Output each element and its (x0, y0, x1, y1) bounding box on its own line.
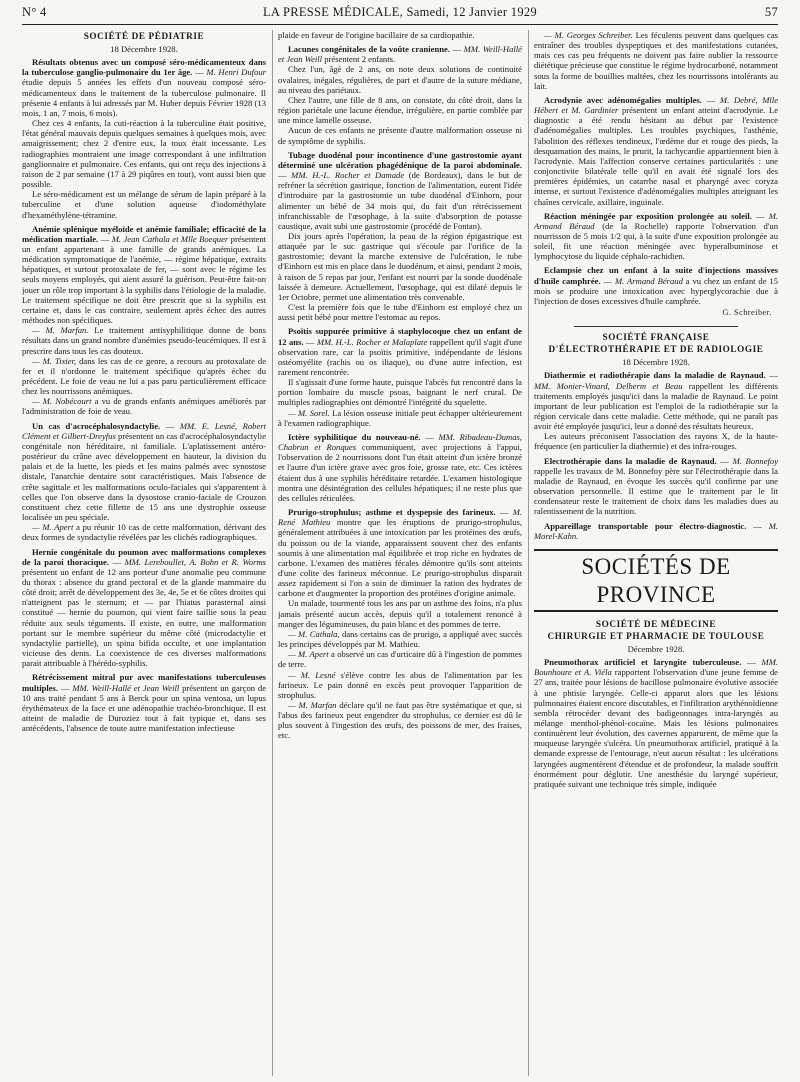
paragraph: plaide en faveur de l'origine bacillaire de sa cardiopathie. (278, 30, 475, 40)
paragraph: Il s'agissait d'une forme haute, puisque l'abcès fut rencontré dans la portion lombaire du muscle psoas, baignant le nerf crural. De multiples radiographies ont démontré l'intégrité du squelette. (278, 377, 522, 408)
paragraph: C'est la première fois que le tube d'Einhorn est employé chez un aussi petit bébé pour mettre l'estomac au repos. (278, 302, 522, 323)
paragraph: Chez ces 4 enfants, la cuti-réaction à la tuberculine était positive, l'état général mauvais depuis quelques semaines à quelques mois, avec amaigrissement; chez 2 d'entre eux, la toux était incessante. Les radiographies montraient une image correspondant à une infiltration ganglionnaire et pulmonaire. Ces enfants, qui ont reçu des injections à raison de 2 par semaine (17 à 29 piqûres en tout), vont aussi bien que possible. (22, 118, 266, 190)
discussion: — M. Tixier, dans les cas de ce genre, a recours au protoxalate de fer et il n'ordonne le traitement spécifique qu'après échec du précédent. Le foie de veau ne lui a pas paru particulièrement efficace chez les nourrissons anémiques. (22, 355, 266, 397)
society-heading: SOCIÉTÉ FRANÇAISE (602, 332, 710, 343)
column-rule (272, 30, 273, 1076)
discussion: — M. Nobécourt a vu de grands enfants anémiques améliorés par l'administration de foie de veau. (22, 396, 266, 417)
article: Hernie congénitale du poumon avec malformations complexes de la paroi thoracique. — MM. Lereboullet, A. Bohn et R. Worms présentent un enfant de 12 ans porteur d'une anomalie peu commune du thorax : absence du grand pectoral et de la glande mammaire du côté droit; arrêt de développement des 3e, 4e, 5e et 6e côtes droites qui n'atteignent pas le sternum; et — par l'hiatus parasternal ainsi constitué — hernie du poumon, qui vient faire saillie sous la peau réduite aux seuls téguments. Il existe, en outre, une malformation portant sur le membre supérieur du même côté (microdactylie et syndactylie partielle), un spina bifida occulte, et une implantation vicieuse des dents. La coexistence de ces diverses malformations parait attribuable à l'hérédo-syphilis. (22, 546, 266, 669)
article: Acrodynie avec adénomégalies multiples. — M. Debré, Mlle Hébert et M. Gardinier présentent un enfant atteint d'acrodynie. Le diagnostic a été rendu hésitant au début par l'existence d'adénomégalies multiples. Les troubles psychiques, l'asthénie, l'abolition des réflexes tendineux, l'œdème dur et rouge des pieds, la desquamation des mains, le prurit, la tachycardie appartiennent bien à l'acrodynie. Mais l'affection conserve certaines particularités : une conjonctivite bilatérale telle qu'il en avait été signalé lors des premières épidémies, un catarrhe nasal et pharyngé avec coryza intense, et surtout l'existence d'adénomégalies multiples atteignant les chaînes cervicale, axillaire, inguinale. (534, 94, 778, 207)
columns (22, 30, 778, 1076)
running-header (22, 0, 778, 25)
article: Prurigo-strophulus; asthme et dyspepsie des farineux. — M. René Mathieu montre que les éruptions de prurigo-strophulus, généralement attribuées à une intoxication par les protéines des œufs, du poisson ou de la viande, apparaissent souvent chez des enfants soumis à une alimentation mal équilibrée et trop riche en hydrates de carbone. L'examen des matières fécales démontre qu'ils sont atteints d'une colite des farineux méconnue. Le prurigo-strophulus disparait assez rapidement si l'on a soin de diminuer la ration des hydrates de carbone et d'augmenter la proportion des protéines d'origine animale. (278, 507, 522, 599)
column-rule (528, 30, 529, 1076)
article: Ictère syphilitique du nouveau-né. — MM. Ribadeau-Dumas, Chabrun et Ronques communiquent, avec projections à l'appui, l'observation de 2 nourrissons dont l'un était atteint d'un ictère bronzé et l'autre d'un ictère grave avec gros foie, grosse rate, etc. Ces ictères étaient dus à une syphilis héréditaire retardée. L'examen histologique montra une désintégration des cellules hépatiques; il ne reste plus que des cellules réticulées. (278, 431, 522, 503)
discussion: — M. Marfan. Le traitement antisyphilitique donne de bons résultats dans un grand nombre d'anémies pseudo-leucémiques. Il est à prescrire dans tous les cas douteux. (22, 325, 266, 356)
discussion: — M. Apert a pu réunir 10 cas de cette malformation, dérivant des deux formes de syndactylie révélées par les clichés radiographiques. (22, 522, 266, 543)
society-heading: SOCIÉTÉ DE MÉDECINE (595, 618, 717, 629)
article: Pneumothorax artificiel et laryngite tuberculeuse. — MM. Bounhoure et A. Viéla rapportent l'observation d'une jeune femme de 27 ans, traitée pour lésions de bacillose pulmonaire évolutive associée à une phtisie laryngée. Celle-ci apparut alors que les lésions pulmonaires étaient encore discutables, et l'infiltration arythénoïdienne sembla rétrocéder devant des badigeonnages intra-laryngés au mélange menthol-phénol-cocaïne. Mais les lésions pulmonaires continuèrent leur évolution, des cavernes apparurent, de même que la muqueuse laryngée s'ulcéra. Un pneumothorax artificiel, pratiqué à la demande expresse de l'entourage, n'eut aucun résultat : les ulcérations laryngées augmentèrent d'étendue et de profondeur, la malade souffrit énormément pour déglutir. Une anesthésie du laryngé supérieur, pratiquée suivant une technique très simple, indiquée (534, 657, 778, 789)
paragraph: Le séro-médicament est un mélange de sérum de lapin préparé à la tuberculine et d'une solution aqueuse d'iodométhylate d'hexaméthylène-tétramine. (22, 189, 266, 220)
page-number: 57 (764, 5, 778, 19)
article: Eclampsie chez un enfant à la suite d'injections massives d'huile camphrée. — M. Armand Béraud a vu chez un enfant de 15 mois se produire une intoxication avec hyperglycorachie due à l'injection de doses excessives d'huile camphrée. (534, 265, 778, 306)
paragraph: Les auteurs préconisent l'association des rayons X, de la haute-fréquence (en particulier la diathermie) et des infra-rouges. (534, 431, 778, 452)
section-banner: SOCIÉTÉS DE PROVINCE (534, 549, 778, 612)
discussion: — M. Marfan déclare qu'il ne faut pas être systématique et que, si l'abus des farineux peut engendrer du strophulus, ce dernier est dû le plus souvent à l'ingestion des œufs, des poissons de mer, des fraises, etc. (278, 700, 522, 741)
society-heading: D'ÉLECTROTHÉRAPIE ET DE RADIOLOGIE (548, 344, 764, 355)
discussion: — M. Georges Schreiber. Les féculents peuvent dans quelques cas entraîner des troubles dyspeptiques et des manifestations cutanées, mais ces cas peu fréquents ne doivent pas faire oublier la ressource diététique précieuse que constitue le régime hydrocarboné, notamment sous la forme de bouillies maltées, chez les nourrissons intolérants au lait. (534, 30, 778, 91)
column-1 (22, 30, 266, 1076)
paragraph: Chez l'autre, une fille de 8 ans, on constate, du côté droit, dans la région pariétale une lacune étendue, irrégulière, en partie comblée par une mince lamelle osseuse. (278, 94, 522, 126)
article: Electrothérapie dans la maladie de Raynaud. — M. Bonnefoy rappelle les travaux de M. Bonnefoy père sur l'électrothérapie dans la maladie de Raynaud, en évoque les succès qu'il confirme par une observation personnelle. Il estime que le traitement par le lit condensateur reste le traitement de choix dans les maladies dues au ralentissement de la nutrition. (534, 455, 778, 517)
discussion: — M. Sorel. La lésion osseuse initiale peut échapper ultérieurement à l'examen radiographique. (278, 407, 522, 428)
article: Résultats obtenus avec un composé séro-médicamenteux dans la tuberculose ganglio-pulmonaire du 1er âge. — M. Henri Dufour étudie depuis 5 années les effets d'un nouveau composé séro-médicamenteux dans le traitement de la tuberculose pulmonaire. Il présente 4 enfants à lui adressés par M. Huber depuis Février 1928 (13 mois, 1 an, 7 mois, 6 mois). (22, 57, 266, 118)
article: Diathermie et radiothérapie dans la maladie de Raynaud. — MM. Monier-Vinard, Delherm et Beau rappellent les différents traitements employés jusqu'ici dans la maladie de Raynaud. Le point important de leur publication est l'emploi de la radiothérapie sur la région cervicale dans cette maladie. Cette méthode, qui ne paraît pas avoir été employée jusqu'ici, leur a donné des résultats heureux. (534, 370, 778, 432)
society-heading: CHIRURGIE ET PHARMACIE DE TOULOUSE (547, 630, 765, 641)
signature: G. Schreiber. (722, 308, 772, 318)
article: Appareillage transportable pour électro-diagnostic. — M. Morel-Kahn. (534, 520, 778, 541)
journal-title: LA PRESSE MÉDICALE, Samedi, 12 Janvier 1929 (262, 5, 537, 19)
article: Anémie splénique myéloïde et anémie familiale; efficacité de la médication martiale. — M. Jean Cathala et Mlle Boequer présentent un enfant appartenant à une famille de grands anémiques. La médication symptomatique de l'anémie, — régime hépatique, extraits hépatiques, et surtout protoxalate de fer, — sont avec le régime les seuls moyens employés, qui aient assuré la guérison. Peut-être fait-on jouer un rôle trop important à la syphilis dans l'étiologie de la maladie. Le traitement spécifique ne doit être prescrit que si la syphilis est certaine et, dans le cas contraire, seulement après échec des autres méthodes non spécifiques. (22, 223, 266, 326)
session-date: Décembre 1928. (627, 643, 685, 654)
article: Lacunes congénitales de la voûte cranienne. — MM. Weill-Hallé et Jean Weill présentent 2 enfants. (278, 44, 522, 65)
column-2 (278, 30, 522, 1076)
paragraph: Chez l'un, âgé de 2 ans, on note deux solutions de continuité ovalaires, inégales, régulières, de part et d'autre de la suture médiane, au niveau des pariétaux. (278, 64, 522, 95)
paragraph: Un malade, tourmenté tous les ans par un asthme des foins, n'a plus jamais présenté aucun accès, depuis qu'il a totalement renoncé à manger des légumineuses, du pain blanc et des pommes de terre. (278, 598, 522, 629)
paragraph: Dix jours après l'opération, la peau de la région épigastrique est attaquée par le suc gastrique qui s'écoule par l'orifice de la gastrostomie; devant la marche extensive de l'ulcération, le tube d'Einhorn est mis en place dans le duodénum, et ainsi, pendant 2 mois, à raison de 5 repas par jour, l'enfant est nourri par la sonde duodénale laissée à demeure. Actuellement, l'œsophage, qui est dilaté depuis le 1er Octobre, permet une alimentation très convenable. (278, 230, 522, 302)
article: Psoïtis suppurée primitive à staphylocoque chez un enfant de 12 ans. — MM. H.-L. Rocher et Malaplate rappellent qu'il s'agit d'une observation rare, car la psoïtis primitive, indépendante de lésions ostéomyélite (rachis ou os iliaque), ou d'une autre infection, est rarement rencontrée. (278, 326, 522, 377)
session-date: 18 Décembre 1928. (622, 357, 690, 368)
issue-number: N° 4 (22, 5, 47, 19)
column-3 (534, 30, 778, 1076)
discussion: — M. Cathala, dans certains cas de prurigo, a appliqué avec succès les principes développés par M. Mathieu. (278, 628, 522, 650)
article: Réaction méningée par exposition prolongée au soleil. — M. Armand Béraud (de la Rochelle) rapporte l'observation d'un nourrisson de 5 mois 1/2 qui, à la suite d'une exposition prolongée au soleil, fit une réaction méningée avec hyperalbuminose et lymphocytose du liquide céphalo-rachidien. (534, 210, 778, 262)
society-heading: SOCIÉTÉ DE PÉDIATRIE (83, 31, 205, 41)
discussion: — M. Lesné s'élève contre les abus de l'alimentation par les farineux. Le pain donné en excès peut provoquer l'apparition de strophulus. (278, 669, 522, 700)
article: Un cas d'acrocéphalosyndactylie. — MM. E. Lesné, Robert Clément et Gilbert-Dreyfus présentent un cas d'acrocéphalosyndactylie congénitale non héréditaire, ni familiale. L'aplatissement antéro-postérieur du crâne avec développement en hauteur, la division du palais et de la luette, les pieds et les mains palmés avec synostose distale, l'anarchie dentaire sont caractéristiques. Mais l'absence de crête sagittale et les malformations oculo-faciales qui s'apparentent à celles que l'on observe dans la dysostose cranio-faciale de Crouzon constituent chez cette fillette de 15 ans une dystrophie osseuse localisée un peu spéciale. (22, 420, 266, 523)
article: Tubage duodénal pour incontinence d'une gastrostomie ayant déterminé une ulcération phagédénique de la paroi abdominale. — MM. H.-L. Rocher et Damade (de Bordeaux), dans le but de refréner la sécrétion gastrique, fonction de l'alimentation, eurent l'idée d'introduire par la gastrostomie un tube duodénal d'Einhorn, pour alimenter un bébé de 34 mois qui, du fait d'un rétrécissement infranchissable de l'œsophage, à la suite d'absorption de potasse caustique, avait subi une gastrostomie (procédé de Fontan). (278, 149, 522, 231)
session-date: 18 Décembre 1928. (110, 44, 178, 54)
discussion: — M. Apert a observé un cas d'urticaire dû à l'ingestion de pommes de terre. (278, 649, 522, 670)
paragraph: Aucun de ces enfants ne présente d'autre malformation osseuse ni de symptôme de syphilis. (278, 125, 522, 146)
article: Rétrécissement mitral pur avec manifestations tuberculeuses multiples. — MM. Weill-Hallé et Jean Weill présentent un garçon de 10 ans traité pendant 5 ans à Berck pour un spina ventosa, un lupus érythémateux de la face et une adénopathie trachéo-bronchique. Il est atteint de maladie de Duroziez tout à fait typique et, dans ses antécédents, l'absence de toute autre manifestation infectieuse (22, 672, 266, 734)
